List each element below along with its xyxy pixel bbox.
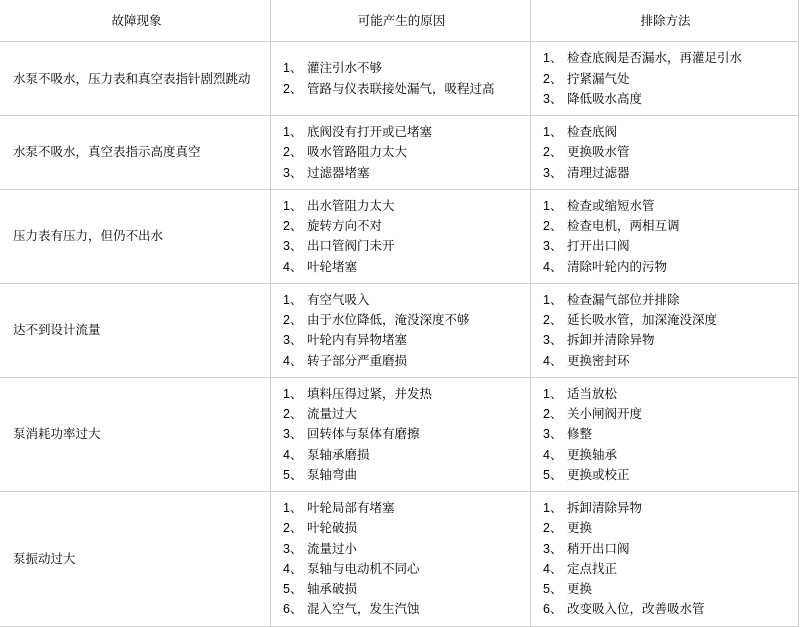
list-item-text: 适当放松: [567, 386, 618, 401]
list-item: [283, 122, 520, 142]
list-item-number: 6、: [543, 602, 563, 617]
list-item-number: 2、: [543, 313, 563, 327]
list-item-text: 轴承破损: [307, 582, 358, 596]
list-item: [283, 351, 520, 371]
list-item: [543, 404, 788, 424]
list-item-text: 清除叶轮内的污物: [567, 259, 668, 274]
cell-phenomenon: 水泵不吸水，压力表和真空表指针剧烈跳动: [1, 42, 271, 116]
list-item-number: 1、: [543, 198, 563, 213]
list-item: [543, 330, 788, 350]
list-item: [283, 216, 520, 236]
list-item: [543, 351, 788, 371]
cell-remedies: [531, 492, 799, 627]
list-item-number: 1、: [283, 198, 303, 213]
list-item-number: 2、: [283, 407, 303, 421]
list-item: [283, 518, 520, 538]
list-item-number: 1、: [283, 386, 303, 401]
cell-remedies: [531, 42, 799, 116]
list-item-number: 2、: [543, 145, 563, 160]
list-item-text: 由于水位降低，淹没深度不够: [307, 313, 470, 327]
list-item-number: 4、: [283, 353, 303, 368]
list-item-number: 2、: [543, 71, 563, 86]
list-item-text: 填料压得过紧，并发热: [307, 386, 433, 401]
table-row: [1, 492, 799, 627]
list-item-text: 打开出口阀: [567, 239, 630, 254]
list-item-number: 2、: [283, 145, 303, 160]
list-item-number: 3、: [283, 427, 303, 442]
cell-phenomenon: 泵消耗功率过大: [1, 377, 271, 491]
list-item-text: 检查或缩短水管: [567, 198, 655, 213]
cell-remedies-list: [543, 290, 788, 371]
list-item-number: 1、: [543, 501, 563, 515]
list-item-number: 3、: [543, 541, 563, 556]
cell-phenomenon: 泵振动过大: [1, 492, 271, 627]
list-item-text: 更换吸水管: [567, 145, 630, 160]
cell-remedies-list: [543, 48, 788, 109]
list-item-number: 4、: [543, 447, 563, 462]
list-item: [283, 599, 520, 619]
cell-remedies: [531, 283, 799, 377]
table-header-row: [1, 1, 799, 42]
list-item-number: 2、: [283, 219, 303, 233]
list-item-text: 降低吸水高度: [567, 91, 643, 106]
list-item: [543, 89, 788, 109]
list-item-number: 1、: [283, 61, 303, 76]
cell-causes-list: [283, 384, 520, 485]
list-item: [543, 122, 788, 142]
list-item: [543, 559, 788, 579]
list-item-text: 检查底阀是否漏水，再灌足引水: [567, 51, 743, 66]
list-item-number: 2、: [283, 81, 303, 96]
list-item: [283, 404, 520, 424]
list-item-number: 3、: [543, 239, 563, 254]
column-header-remedies: 排除方法: [531, 1, 799, 42]
list-item-number: 5、: [283, 467, 303, 482]
list-item: [543, 465, 788, 485]
list-item-number: 5、: [543, 467, 563, 482]
list-item-number: 1、: [543, 51, 563, 66]
list-item-text: 泵轴承磨损: [307, 447, 370, 462]
list-item-number: 3、: [543, 91, 563, 106]
list-item: [283, 79, 520, 99]
list-item-text: 更换: [567, 582, 593, 596]
list-item-text: 有空气吸入: [307, 292, 370, 307]
list-item: [543, 142, 788, 162]
cell-remedies-list: [543, 498, 788, 620]
cell-remedies-list: [543, 196, 788, 277]
table-row: [1, 189, 799, 283]
table-row: [1, 377, 799, 491]
list-item-number: 1、: [283, 125, 303, 139]
list-item: [283, 58, 520, 78]
list-item-text: 叶轮内有异物堵塞: [307, 333, 408, 348]
list-item-number: 2、: [543, 521, 563, 536]
list-item: [283, 498, 520, 518]
cell-remedies: [531, 116, 799, 190]
list-item: [283, 257, 520, 277]
list-item-text: 拆卸清除异物: [567, 501, 643, 515]
list-item-text: 泵轴与电动机不同心: [307, 561, 420, 576]
list-item-number: 3、: [283, 541, 303, 556]
cell-remedies: [531, 189, 799, 283]
cell-causes-list: [283, 290, 520, 371]
list-item-number: 1、: [543, 292, 563, 307]
list-item-number: 4、: [283, 561, 303, 576]
list-item: [543, 445, 788, 465]
list-item: [283, 445, 520, 465]
list-item-text: 叶轮堵塞: [307, 259, 358, 274]
list-item: [543, 539, 788, 559]
list-item-text: 更换轴承: [567, 447, 618, 462]
list-item-number: 1、: [543, 125, 563, 139]
table-row: [1, 42, 799, 116]
list-item-number: 4、: [543, 561, 563, 576]
list-item-text: 稍开出口阀: [567, 541, 630, 556]
column-header-phenomenon: 故障现象: [1, 1, 271, 42]
cell-causes-list: [283, 498, 520, 620]
cell-phenomenon: 水泵不吸水，真空表指示高度真空: [1, 116, 271, 190]
list-item-number: 1、: [283, 292, 303, 307]
list-item-text: 检查底阀: [567, 125, 618, 139]
list-item-number: 5、: [283, 582, 303, 596]
table-header: [1, 1, 799, 42]
list-item: [543, 48, 788, 68]
list-item: [543, 518, 788, 538]
list-item: [543, 310, 788, 330]
list-item: [283, 424, 520, 444]
list-item-text: 清理过滤器: [567, 165, 630, 180]
list-item: [543, 384, 788, 404]
cell-causes: [271, 283, 531, 377]
list-item-number: 2、: [283, 521, 303, 536]
list-item: [283, 539, 520, 559]
list-item-text: 转子部分严重磨损: [307, 353, 408, 368]
list-item-number: 5、: [543, 582, 563, 596]
list-item: [543, 236, 788, 256]
list-item-text: 拆卸并清除异物: [567, 333, 655, 348]
list-item-text: 叶轮破损: [307, 521, 358, 536]
cell-causes: [271, 377, 531, 491]
list-item: [543, 290, 788, 310]
list-item-text: 更换或校正: [567, 467, 630, 482]
cell-causes: [271, 189, 531, 283]
list-item-text: 拧紧漏气处: [567, 71, 630, 86]
list-item: [283, 236, 520, 256]
list-item: [283, 384, 520, 404]
list-item-text: 流量过大: [307, 407, 358, 421]
list-item: [543, 579, 788, 599]
list-item-text: 旋转方向不对: [307, 219, 383, 233]
list-item-text: 叶轮局部有堵塞: [307, 501, 395, 515]
list-item-text: 混入空气，发生汽蚀: [307, 602, 420, 617]
column-header-causes: 可能产生的原因: [271, 1, 531, 42]
list-item-text: 改变吸入位，改善吸水管: [567, 602, 705, 617]
list-item-text: 过滤器堵塞: [307, 165, 370, 180]
list-item-number: 4、: [543, 353, 563, 368]
cell-causes-list: [283, 122, 520, 183]
cell-phenomenon: 压力表有压力，但仍不出水: [1, 189, 271, 283]
table-row: [1, 116, 799, 190]
list-item-number: 3、: [543, 427, 563, 442]
list-item: [283, 196, 520, 216]
list-item: [543, 196, 788, 216]
list-item-text: 灌注引水不够: [307, 61, 383, 76]
list-item: [543, 599, 788, 619]
list-item-text: 出水管阻力太大: [307, 198, 395, 213]
list-item: [283, 310, 520, 330]
cell-remedies-list: [543, 384, 788, 485]
list-item-number: 3、: [283, 165, 303, 180]
cell-causes: [271, 492, 531, 627]
list-item: [283, 579, 520, 599]
list-item-number: 1、: [543, 386, 563, 401]
list-item-text: 检查漏气部位并排除: [567, 292, 680, 307]
list-item-text: 修整: [567, 427, 593, 442]
list-item-text: 更换: [567, 521, 593, 536]
list-item-text: 管路与仪表联接处漏气，吸程过高: [307, 81, 495, 96]
list-item: [543, 216, 788, 236]
list-item-text: 吸水管路阻力太大: [307, 145, 408, 160]
cell-causes: [271, 116, 531, 190]
list-item-number: 1、: [283, 501, 303, 515]
list-item: [283, 330, 520, 350]
list-item-text: 更换密封环: [567, 353, 630, 368]
list-item: [543, 257, 788, 277]
list-item-number: 4、: [283, 447, 303, 462]
list-item: [283, 559, 520, 579]
list-item-number: 2、: [543, 219, 563, 233]
list-item-text: 关小闸阀开度: [567, 407, 643, 421]
list-item-number: 3、: [543, 165, 563, 180]
list-item: [283, 290, 520, 310]
list-item-number: 2、: [543, 407, 563, 421]
list-item: [283, 142, 520, 162]
cell-phenomenon: 达不到设计流量: [1, 283, 271, 377]
list-item-text: 定点找正: [567, 561, 618, 576]
list-item-text: 流量过小: [307, 541, 358, 556]
cell-causes-list: [283, 58, 520, 99]
list-item-text: 延长吸水管，加深淹没深度: [567, 313, 718, 327]
list-item: [543, 69, 788, 89]
list-item-number: 2、: [283, 313, 303, 327]
list-item-number: 3、: [543, 333, 563, 348]
table-body: [1, 42, 799, 626]
list-item: [283, 465, 520, 485]
list-item: [543, 498, 788, 518]
list-item-number: 4、: [543, 259, 563, 274]
cell-remedies-list: [543, 122, 788, 183]
list-item: [543, 163, 788, 183]
list-item-text: 泵轴弯曲: [307, 467, 358, 482]
list-item-text: 检查电机，两相互调: [567, 219, 680, 233]
list-item-text: 出口管阀门未开: [307, 239, 395, 254]
list-item-number: 4、: [283, 259, 303, 274]
list-item: [543, 424, 788, 444]
cell-remedies: [531, 377, 799, 491]
list-item-text: 底阀没有打开或已堵塞: [307, 125, 433, 139]
table-row: [1, 283, 799, 377]
list-item-number: 3、: [283, 333, 303, 348]
cell-causes-list: [283, 196, 520, 277]
list-item-number: 6、: [283, 602, 303, 617]
list-item-text: 回转体与泵体有磨擦: [307, 427, 420, 442]
list-item: [283, 163, 520, 183]
cell-causes: [271, 42, 531, 116]
list-item-number: 3、: [283, 239, 303, 254]
